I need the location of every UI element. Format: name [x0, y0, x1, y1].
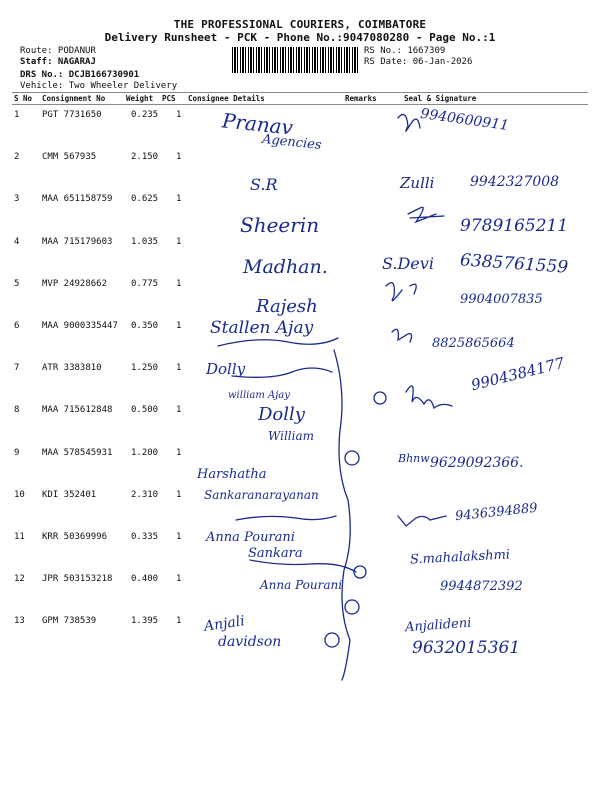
row-consignment-no: MAA 651158759 [42, 194, 113, 205]
col-remarks: Remarks [345, 94, 377, 103]
row-sno: 2 [14, 152, 20, 163]
signature-mark-1 [398, 114, 420, 131]
row-weight: 1.250 [131, 363, 159, 374]
row-pcs: 1 [176, 405, 182, 416]
hw-consignee-4: Madhan. [243, 256, 328, 278]
row-sno: 9 [14, 447, 20, 458]
hw-consignee-11b: Sankara [248, 546, 303, 561]
loop-mark-1 [374, 392, 386, 404]
rs-number: RS No.: 1667309 [364, 46, 446, 56]
loop-mark-4 [345, 600, 359, 614]
loop-mark-5 [325, 633, 339, 647]
row-weight: 0.400 [131, 574, 159, 585]
col-weight: Weight [126, 94, 154, 103]
col-pcs: PCS [162, 94, 176, 103]
header-rule-top [12, 92, 588, 93]
row-weight: 0.625 [131, 194, 159, 205]
hw-signature-12a: S.mahalakshmi [409, 547, 511, 568]
route-label: Route: PODANUR [20, 46, 96, 56]
row-weight: 1.395 [131, 616, 159, 627]
hw-signature-2a: Zulli [400, 174, 435, 192]
hw-consignee-8b: William [268, 429, 315, 443]
row-weight: 1.035 [131, 236, 159, 247]
hw-consignee-13: Anjali [203, 613, 246, 635]
hw-signature-13b: 9632015361 [412, 638, 521, 658]
hw-signature-7: 9904384177 [469, 353, 567, 395]
hw-consignee-5: Rajesh [256, 296, 318, 317]
row-pcs: 1 [176, 194, 182, 205]
row-sno: 13 [14, 616, 25, 627]
hw-signature-9a: Bhnw [398, 452, 430, 465]
row-consignment-no: CMM 567935 [42, 152, 97, 163]
row-pcs: 1 [176, 152, 182, 163]
hw-consignee-12: Anna Pourani [260, 578, 343, 592]
row-consignment-no: MAA 715612848 [42, 405, 113, 416]
row-sno: 8 [14, 405, 20, 416]
row-sno: 3 [14, 194, 20, 205]
hw-signature-12b: 9944872392 [440, 579, 523, 594]
row-consignment-no: KRR 50369996 [42, 532, 108, 542]
loop-mark-3 [354, 566, 366, 578]
row-consignment-no: MVP 24928662 [42, 278, 108, 289]
row-weight: 0.235 [131, 110, 159, 120]
row-consignment-no: KDI 352401 [42, 489, 97, 500]
connector-line [334, 350, 350, 680]
barcode-image [232, 47, 360, 73]
hw-consignee-2: S.R [250, 175, 278, 194]
hw-signature-4b: 6385761559 [459, 250, 569, 278]
row-weight: 1.200 [131, 447, 159, 458]
row-weight: 0.775 [131, 278, 159, 289]
hw-consignee-13b: davidson [218, 634, 282, 650]
row-pcs: 1 [176, 532, 182, 542]
row-pcs: 1 [176, 574, 182, 585]
header-rule-bottom [12, 104, 588, 105]
row-pcs: 1 [176, 236, 182, 247]
row-sno: 11 [14, 532, 25, 542]
strike-row-6 [218, 338, 338, 346]
col-seal: Seal & Signature [404, 94, 477, 103]
row-pcs: 1 [176, 616, 182, 627]
row-consignment-no: MAA 9000335447 [42, 321, 118, 331]
company-title: THE PROFESSIONAL COURIERS, COIMBATORE [173, 18, 427, 31]
row-sno: 5 [14, 278, 20, 289]
row-pcs: 1 [176, 447, 182, 458]
row-weight: 2.310 [131, 489, 159, 500]
row-pcs: 1 [176, 110, 182, 120]
runsheet-title: Delivery Runsheet - PCK - Phone No.:9047080280 - Page No.:1 [104, 31, 496, 44]
row-consignment-no: ATR 3383810 [42, 363, 102, 374]
row-consignment-no: GPM 738539 [42, 616, 97, 627]
row-pcs: 1 [176, 321, 182, 331]
hw-consignee-7b: william Ajay [228, 390, 290, 401]
staff-label: Staff: NAGARAJ [20, 57, 96, 67]
hw-consignee-1b: Agencies [261, 131, 323, 154]
row-sno: 12 [14, 574, 25, 585]
row-pcs: 1 [176, 363, 182, 374]
loop-mark-2 [345, 451, 359, 465]
row-sno: 6 [14, 321, 20, 331]
strike-row-12 [250, 560, 356, 572]
row-sno: 10 [14, 489, 25, 500]
signature-mark-7 [406, 386, 452, 408]
row-sno: 7 [14, 363, 20, 374]
col-sno: S No [14, 94, 33, 103]
col-consignment: Consignment No [42, 94, 106, 103]
hw-consignee-6: Stallen Ajay [210, 318, 314, 338]
row-weight: 0.350 [131, 321, 159, 331]
signature-mark-5 [386, 283, 416, 301]
signature-mark-10 [398, 516, 446, 526]
hw-signature-10: 9436394889 [454, 500, 539, 525]
row-consignment-no: PGT 7731650 [42, 110, 102, 120]
drs-label: DRS No.: DCJB166730901 [20, 70, 140, 80]
hw-signature-2b: 9942327008 [470, 174, 560, 190]
row-weight: 0.500 [131, 405, 159, 416]
row-sno: 4 [14, 236, 20, 247]
hw-consignee-10b: Sankaranarayanan [204, 488, 319, 502]
row-consignment-no: MAA 578545931 [42, 447, 113, 458]
hw-signature-13a: Anjalideni [404, 615, 472, 636]
hw-consignee-10: Harshatha [197, 467, 267, 482]
row-consignment-no: MAA 715179603 [42, 236, 113, 247]
row-weight: 0.335 [131, 532, 159, 542]
hw-signature-9b: 9629092366. [430, 455, 524, 471]
hw-consignee-1: Pranav [220, 108, 295, 140]
row-consignment-no: JPR 503153218 [42, 574, 113, 585]
row-pcs: 1 [176, 489, 182, 500]
row-pcs: 1 [176, 278, 182, 289]
signature-mark-3 [408, 207, 444, 222]
hw-signature-1: 9940600911 [419, 105, 510, 135]
hw-signature-6: 8825865664 [432, 336, 515, 351]
rs-date: RS Date: 06-Jan-2026 [364, 57, 473, 67]
signature-mark-6 [392, 329, 412, 342]
hw-signature-3: 9789165211 [460, 216, 569, 236]
row-sno: 1 [14, 110, 20, 120]
vehicle-label: Vehicle: Two Wheeler Delivery [20, 81, 178, 91]
col-consignee: Consignee Details [188, 94, 265, 103]
strike-row-7 [232, 368, 332, 377]
hw-consignee-11: Anna Pourani [206, 530, 295, 545]
hw-consignee-8: Dolly [258, 404, 305, 425]
row-weight: 2.150 [131, 152, 159, 163]
hw-consignee-3: Sheerin [240, 213, 320, 237]
hw-consignee-7: Dolly [206, 360, 246, 378]
hw-signature-4a: S.Devi [382, 254, 434, 273]
hw-signature-5: 9904007835 [460, 292, 543, 307]
strike-row-11 [236, 516, 336, 520]
